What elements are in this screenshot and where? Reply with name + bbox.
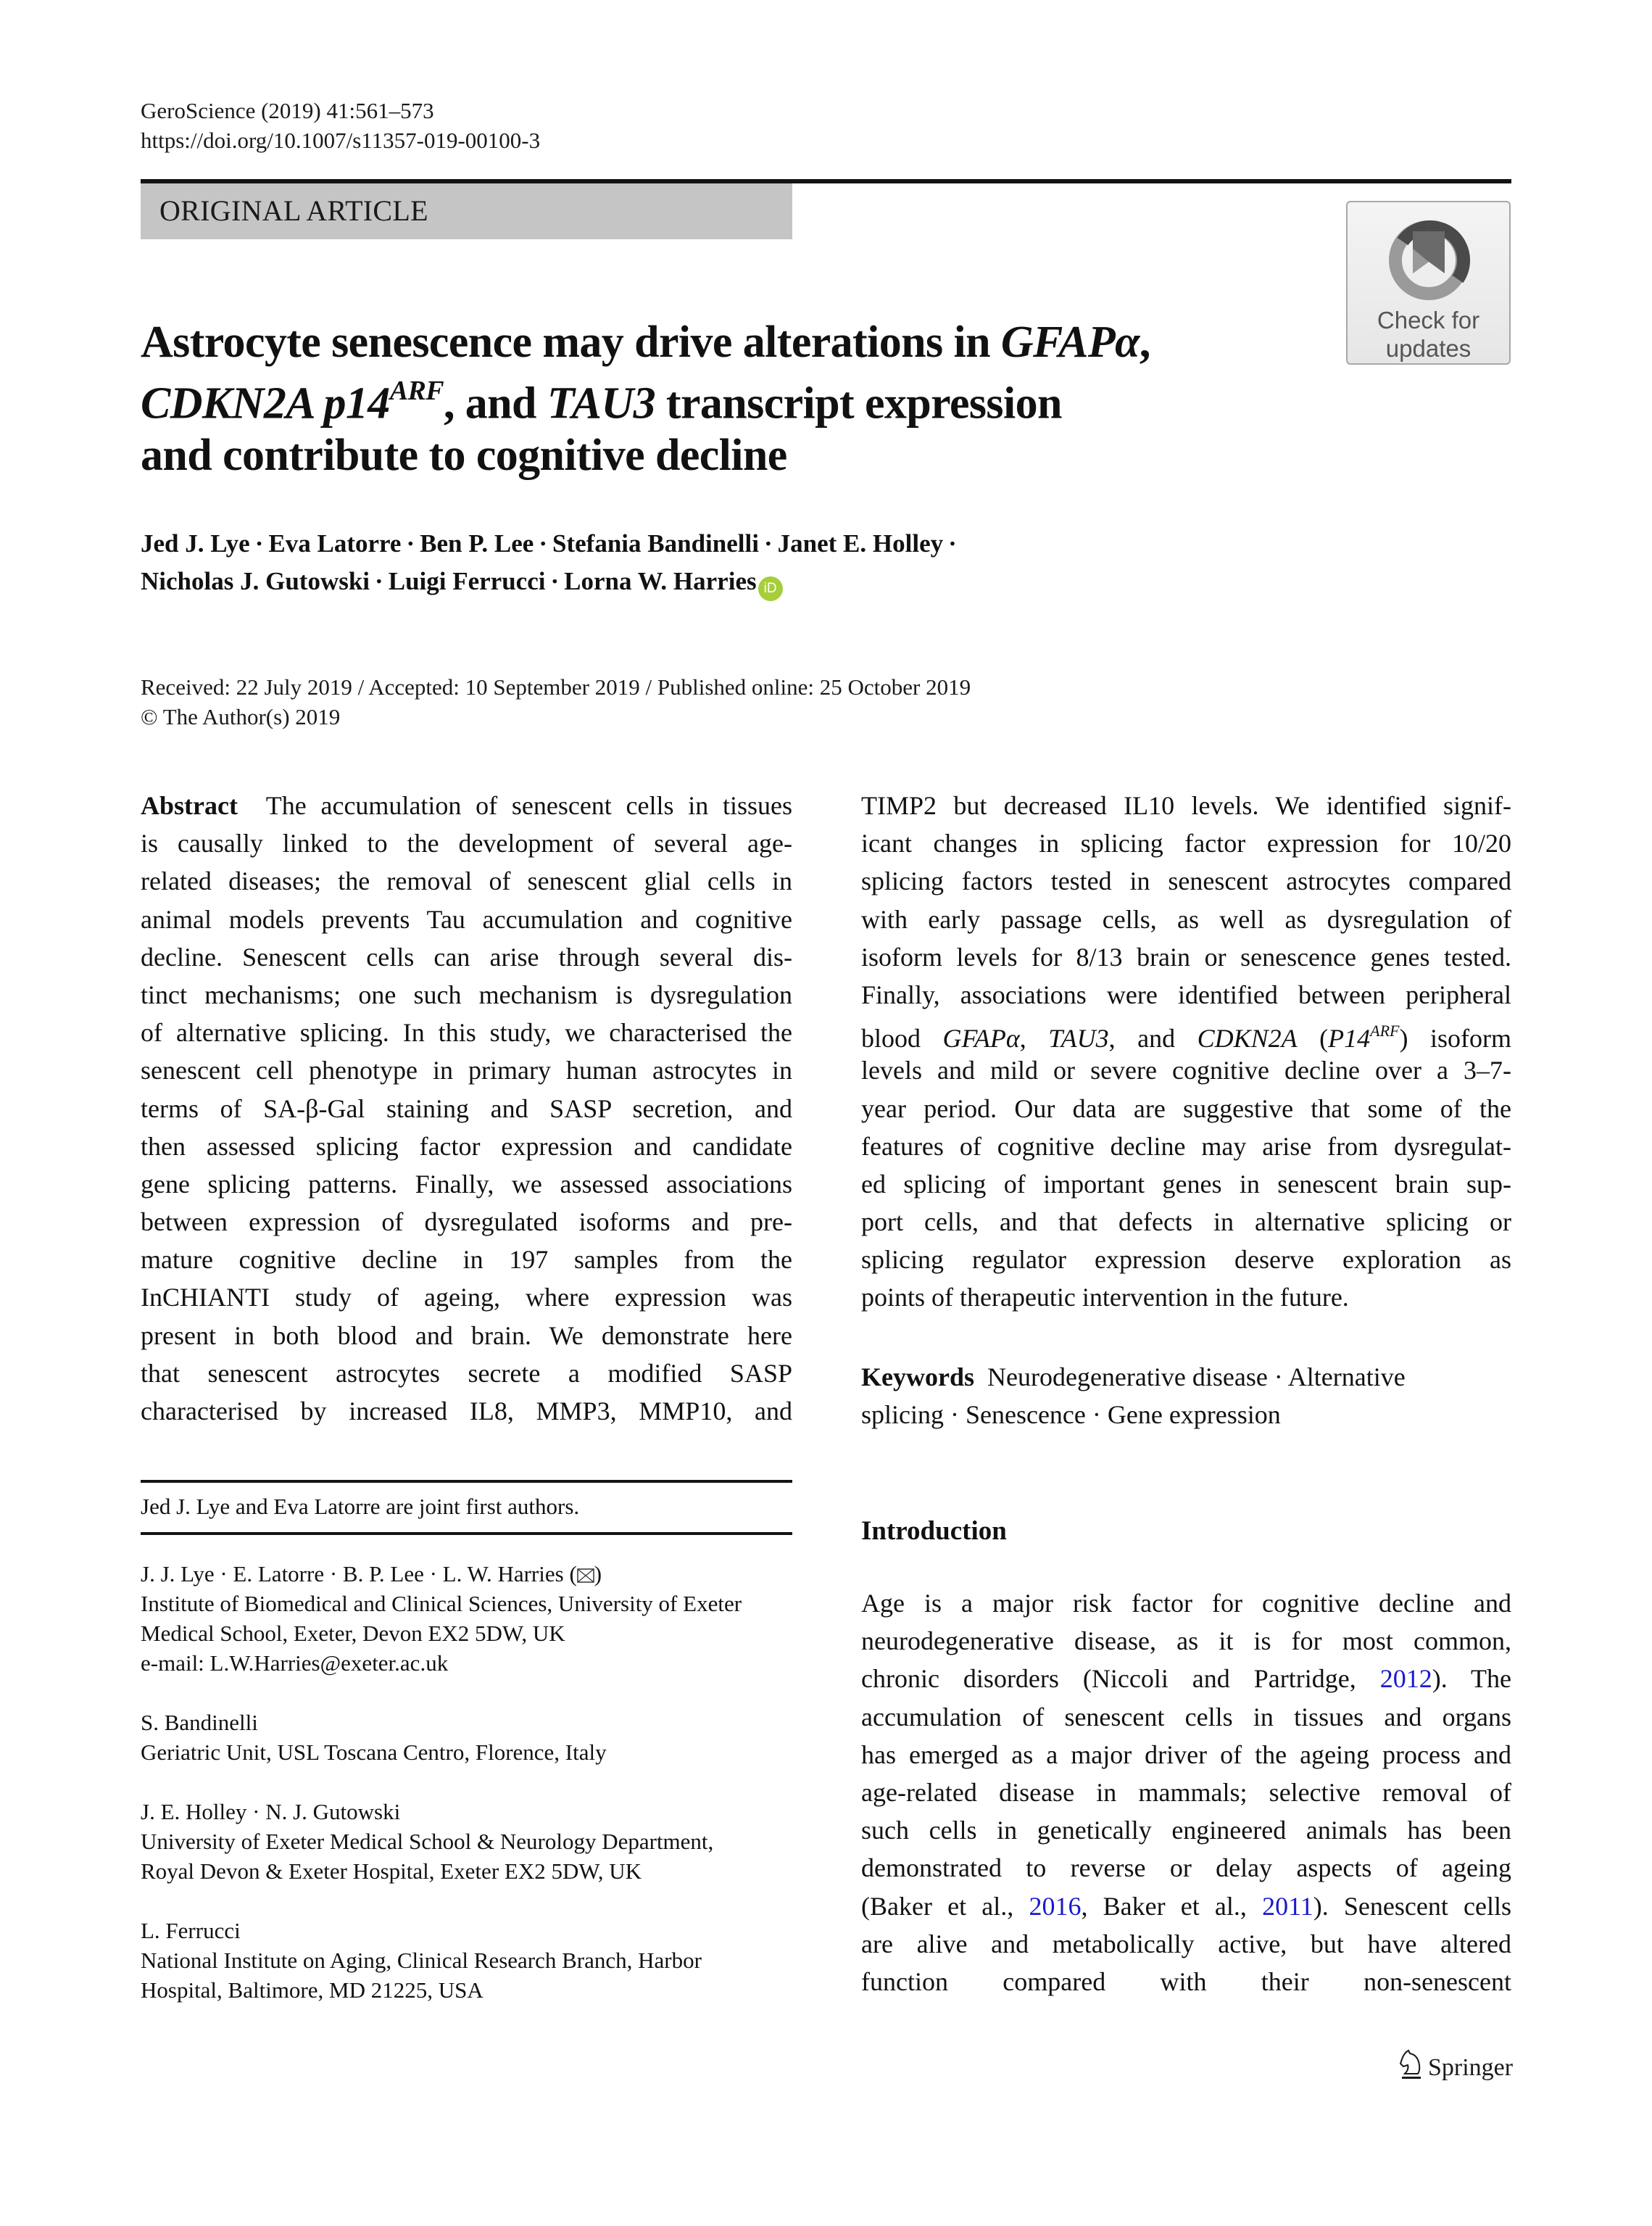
affiliation-line: University of Exeter Medical School & Neurology Department, xyxy=(141,1829,714,1854)
abstract-line: between expression of dysregulated isoforms and pre- xyxy=(141,1207,792,1237)
crossmark-icon xyxy=(1385,217,1472,304)
affiliation-line: Medical School, Exeter, Devon EX2 5DW, UK xyxy=(141,1621,565,1646)
author-name[interactable]: Ben P. Lee xyxy=(420,529,534,558)
abstract-left-column xyxy=(141,787,792,1430)
abstract-line: points of therapeutic intervention in the future. xyxy=(861,1283,1349,1312)
abstract-line: characterised by increased IL8, MMP3, MMP10, and xyxy=(141,1397,792,1426)
abstract-line: present in both blood and brain. We demonstrate here xyxy=(141,1320,792,1350)
intro-line: has emerged as a major driver of the ageing process and xyxy=(861,1739,1511,1769)
footnote-rule-bottom xyxy=(141,1532,792,1535)
publisher-logo xyxy=(1398,2049,1513,2085)
affiliation-exeter-ibcs: J. J. Lye · E. Latorre · B. P. Lee · L. W. Harries ( ) Institute of Biomedical and Clinical Sciences, University of Exeter Medical School, Exeter, Devon EX2 5DW, UK e-mail: L.W.Harries@exeter.ac.uk xyxy=(141,1559,792,1678)
abstract-line: of alternative splicing. In this study, we characterised the xyxy=(141,1018,792,1048)
title-line-1: Astrocyte senescence may drive alterations in GFAPα, xyxy=(141,318,1150,367)
affiliations xyxy=(141,1559,792,2035)
abstract-line: tinct mechanisms; one such mechanism is dysregulation xyxy=(141,980,792,1009)
introduction-body xyxy=(861,1584,1511,2000)
intro-line: such cells in genetically engineered animals has been xyxy=(861,1816,1511,1845)
abstract-line: port cells, and that defects in alternative splicing or xyxy=(861,1207,1511,1237)
abstract-line: ed splicing of important genes in senescent brain sup- xyxy=(861,1169,1511,1199)
abstract-line: year period. Our data are suggestive that some of the xyxy=(861,1093,1511,1123)
abstract-line: TIMP2 but decreased IL10 levels. We identified signif- xyxy=(861,791,1511,820)
article-type-band xyxy=(141,183,792,239)
intro-line: are alive and metabolically active, but have altered xyxy=(861,1929,1511,1958)
affiliation-names: L. Ferrucci xyxy=(141,1918,241,1943)
abstract-line: isoform levels for 8/13 brain or senescence genes tested. xyxy=(861,942,1511,972)
keywords-heading: Keywords xyxy=(861,1362,974,1391)
abstract-line: senescent cell phenotype in primary human astrocytes in xyxy=(141,1056,792,1085)
author-name[interactable]: Janet E. Holley xyxy=(777,529,944,558)
affiliation-line: Hospital, Baltimore, MD 21225, USA xyxy=(141,1977,483,2003)
abstract-line: levels and mild or severe cognitive decline over a 3–7- xyxy=(861,1056,1511,1085)
author-name[interactable]: Lorna W. Harries xyxy=(564,567,757,595)
affiliation-line: Geriatric Unit, USL Toscana Centro, Florence, Italy xyxy=(141,1739,607,1765)
intro-line: age-related disease in mammals; selective removal of xyxy=(861,1777,1511,1807)
intro-line: demonstrated to reverse or delay aspects of ageing xyxy=(861,1853,1511,1883)
article-type-label: ORIGINAL ARTICLE xyxy=(159,194,428,227)
orcid-icon[interactable]: iD xyxy=(758,576,783,601)
intro-line: neurodegenerative disease, as it is for most common, xyxy=(861,1626,1511,1656)
publication-dates xyxy=(141,672,971,732)
abstract-line: splicing regulator expression deserve exploration as xyxy=(861,1245,1511,1275)
copyright: © The Author(s) 2019 xyxy=(141,704,341,729)
abstract-line: decline. Senescent cells can arise through several dis- xyxy=(141,942,792,972)
date-history: Received: 22 July 2019 / Accepted: 10 September 2019 / Published online: 25 October 2019 xyxy=(141,674,971,700)
author-name[interactable]: Eva Latorre xyxy=(268,529,402,558)
author-line-1: Jed J. Lye · Eva Latorre · Ben P. Lee · Stefania Bandinelli · Janet E. Holley · xyxy=(141,529,957,558)
email-link[interactable]: e-mail: L.W.Harries@exeter.ac.uk xyxy=(141,1650,449,1676)
affiliation-line: Royal Devon & Exeter Hospital, Exeter EX2 5DW, UK xyxy=(141,1858,642,1884)
intro-line: chronic disorders (Niccoli and Partridge, 2012). The xyxy=(861,1664,1512,1694)
title-line-3: and contribute to cognitive decline xyxy=(141,430,787,480)
citation-link[interactable]: 2011 xyxy=(1262,1891,1313,1921)
author-list xyxy=(141,525,1300,601)
abstract-line: features of cognitive decline may arise from dysregulat- xyxy=(861,1131,1511,1161)
intro-line: (Baker et al., 2016, Baker et al., 2011). Senescent cells xyxy=(861,1891,1512,1921)
check-for-updates-line1: Check for xyxy=(1377,307,1480,334)
affiliation-names: J. E. Holley · N. J. Gutowski xyxy=(141,1799,401,1824)
keywords-line-2: splicing · Senescence · Gene expression xyxy=(861,1400,1281,1429)
citation-link[interactable]: 2012 xyxy=(1379,1664,1432,1694)
intro-line: accumulation of senescent cells in tissues and organs xyxy=(861,1702,1511,1731)
introduction-heading: Introduction xyxy=(861,1516,1007,1546)
abstract-right-column xyxy=(861,787,1511,1317)
abstract-line: splicing factors tested in senescent astrocytes compared xyxy=(861,866,1511,896)
abstract-line: is causally linked to the development of several age- xyxy=(141,829,792,858)
affiliation-names: S. Bandinelli xyxy=(141,1710,258,1735)
journal-citation: GeroScience (2019) 41:561–573 xyxy=(141,98,434,123)
abstract-line: Abstract The accumulation of senescent cells in tissues xyxy=(141,791,792,820)
gene-cdkn2a: CDKN2A p14 xyxy=(141,378,390,429)
abstract-line: icant changes in splicing factor expression for 10/20 xyxy=(861,829,1511,858)
springer-horse-icon xyxy=(1398,2049,1424,2081)
publisher-name: Springer xyxy=(1428,2054,1514,2081)
abstract-line: with early passage cells, as well as dysregulation of xyxy=(861,904,1511,934)
abstract-line: terms of SA-β-Gal staining and SASP secretion, and xyxy=(141,1093,792,1123)
affiliation-line: Institute of Biomedical and Clinical Sciences, University of Exeter xyxy=(141,1591,742,1616)
affiliation-nia xyxy=(141,1916,792,2005)
running-head xyxy=(141,96,540,155)
affiliation-line: National Institute on Aging, Clinical Research Branch, Harbor xyxy=(141,1948,702,1973)
abstract-heading: Abstract xyxy=(141,791,238,820)
abstract-line: animal models prevents Tau accumulation and cognitive xyxy=(141,904,792,934)
abstract-line: then assessed splicing factor expression and candidate xyxy=(141,1131,792,1161)
gene-gfap: GFAPα xyxy=(1000,318,1140,367)
intro-line: Age is a major risk factor for cognitive decline and xyxy=(861,1589,1511,1618)
check-for-updates-badge[interactable] xyxy=(1346,201,1511,365)
article-title xyxy=(141,317,1300,481)
footnote-rule-top xyxy=(141,1480,792,1483)
abstract-line: gene splicing patterns. Finally, we assessed associations xyxy=(141,1169,792,1199)
affiliation-names: J. J. Lye · E. Latorre · B. P. Lee · L. W. Harries xyxy=(141,1561,564,1586)
keywords xyxy=(861,1358,1511,1433)
joint-authors-note: Jed J. Lye and Eva Latorre are joint first authors. xyxy=(141,1494,580,1519)
author-name[interactable]: Luigi Ferrucci xyxy=(388,567,546,595)
intro-line: function compared with their non-senescent xyxy=(861,1966,1511,1996)
keywords-line-1: Neurodegenerative disease · Alternative xyxy=(987,1362,1406,1391)
check-for-updates-line2: updates xyxy=(1385,335,1472,362)
abstract-line: mature cognitive decline in 197 samples from the xyxy=(141,1245,792,1275)
author-name[interactable]: Stefania Bandinelli xyxy=(552,529,759,558)
abstract-line: Finally, associations were identified between peripheral xyxy=(861,980,1511,1009)
affiliation-florence xyxy=(141,1708,792,1767)
abstract-line: InCHIANTI study of ageing, where expression was xyxy=(141,1283,792,1312)
gene-tau3: TAU3 xyxy=(547,378,656,429)
abstract-line: related diseases; the removal of senescent glial cells in xyxy=(141,866,792,896)
author-name[interactable]: Nicholas J. Gutowski xyxy=(141,567,370,595)
doi-link[interactable]: https://doi.org/10.1007/s11357-019-00100-3 xyxy=(141,128,541,153)
abstract-line: blood GFAPα, TAU3, and CDKN2A $(P14^{ARF})$ isoform xyxy=(861,1022,1511,1054)
abstract-line: that senescent astrocytes secrete a modified SASP xyxy=(141,1358,792,1388)
envelope-icon[interactable] xyxy=(577,1568,594,1583)
author-line-2: Nicholas J. Gutowski · Luigi Ferrucci · Lorna W. Harries iD xyxy=(141,563,1300,601)
affiliation-exeter-neurology xyxy=(141,1797,792,1886)
author-name[interactable]: Jed J. Lye xyxy=(141,529,250,558)
citation-link[interactable]: 2016 xyxy=(1029,1891,1082,1921)
title-line-2: CDKN2A $p14^{ARF}$, and TAU3 transcript expression xyxy=(141,376,1062,429)
